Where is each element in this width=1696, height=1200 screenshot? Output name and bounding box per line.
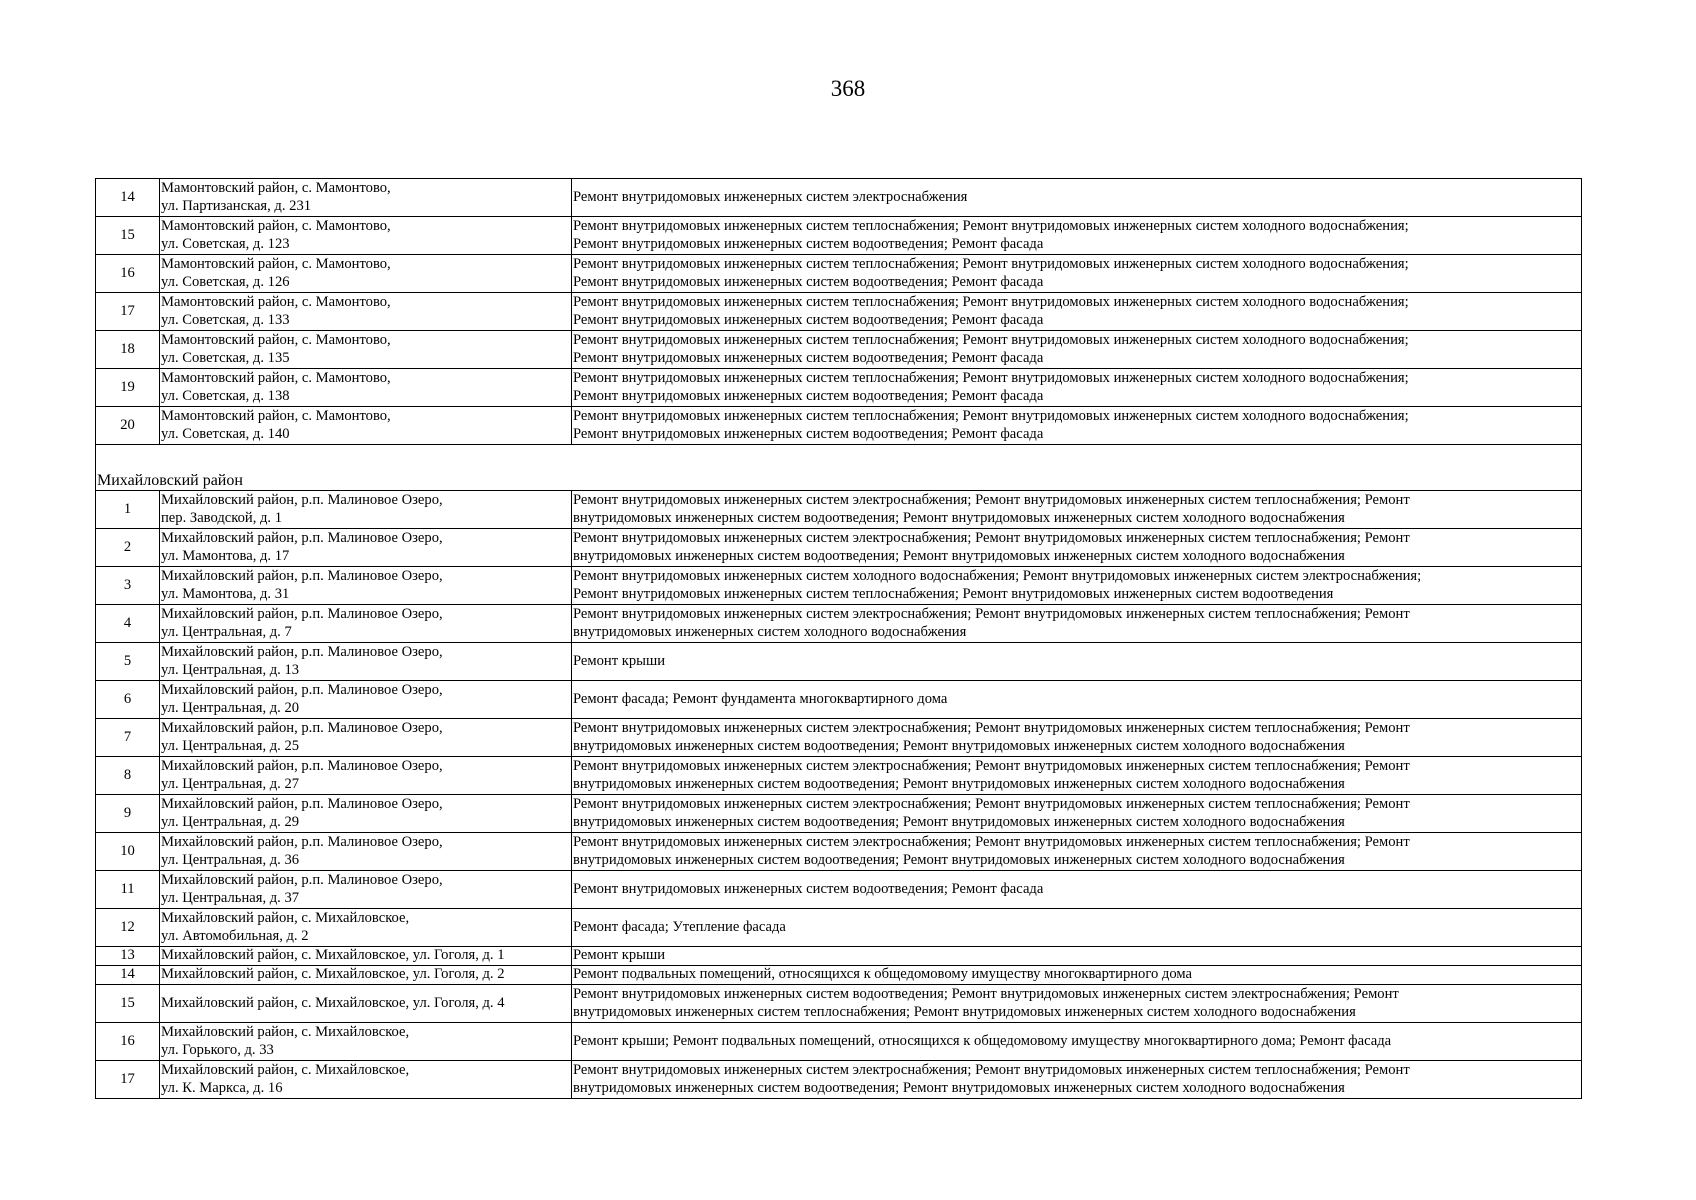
work-line: внутридомовых инженерных систем водоотведения; Ремонт внутридомовых инженерных систем холодного водоснабжения (573, 547, 1345, 564)
repair-works-table (95, 178, 1582, 1099)
table-row (96, 1061, 1582, 1099)
work-description-cell (572, 909, 1582, 947)
work-line: Ремонт внутридомовых инженерных систем электроснабжения; Ремонт внутридомовых инженерных систем теплоснабжения; Ремонт (573, 1062, 1410, 1078)
work-description-cell (572, 529, 1582, 567)
address-line: ул. Советская, д. 140 (161, 425, 290, 442)
address-cell (160, 217, 572, 255)
address-line: ул. Горького, д. 33 (161, 1041, 274, 1058)
work-description-cell (572, 643, 1582, 681)
work-line: внутридомовых инженерных систем водоотведения; Ремонт внутридомовых инженерных систем холодного водоснабжения (573, 509, 1345, 526)
work-description-cell (572, 681, 1582, 719)
work-line: Ремонт крыши; Ремонт подвальных помещений, относящихся к общедомовому имуществу многоквартирного дома; Ремонт фасада (573, 1032, 1392, 1049)
address-line: Мамонтовский район, с. Мамонтово, (161, 408, 391, 424)
table-row (96, 985, 1582, 1023)
table-row (96, 179, 1582, 217)
address-line: ул. Советская, д. 123 (161, 235, 290, 252)
address-cell (160, 605, 572, 643)
address-line: Мамонтовский район, с. Мамонтово, (161, 180, 391, 196)
table-body-group-1 (96, 179, 1582, 445)
work-description-cell (572, 985, 1582, 1023)
work-line: Ремонт внутридомовых инженерных систем водоотведения; Ремонт фасада (573, 880, 1044, 897)
section-header-row (96, 445, 1582, 491)
work-line: Ремонт внутридомовых инженерных систем водоотведения; Ремонт фасада (573, 311, 1044, 328)
work-line: Ремонт внутридомовых инженерных систем электроснабжения; Ремонт внутридомовых инженерных систем теплоснабжения; Ремонт (573, 606, 1410, 622)
row-number: 2 (96, 529, 160, 567)
work-line: Ремонт внутридомовых инженерных систем холодного водоснабжения; Ремонт внутридомовых инженерных систем электроснабжения; (573, 568, 1422, 584)
work-description-cell (572, 966, 1582, 985)
work-description-cell (572, 947, 1582, 966)
work-description-cell (572, 833, 1582, 871)
table-row (96, 833, 1582, 871)
address-cell (160, 681, 572, 719)
work-description-cell (572, 331, 1582, 369)
work-line: Ремонт внутридомовых инженерных систем теплоснабжения; Ремонт внутридомовых инженерных систем холодного водоснабжения; (573, 218, 1409, 234)
work-line: Ремонт фасада; Ремонт фундамента многоквартирного дома (573, 690, 948, 707)
work-description-cell (572, 217, 1582, 255)
table-row (96, 331, 1582, 369)
work-line: Ремонт внутридомовых инженерных систем электроснабжения; Ремонт внутридомовых инженерных систем теплоснабжения; Ремонт (573, 834, 1410, 850)
table-row (96, 947, 1582, 966)
address-cell (160, 643, 572, 681)
row-number: 6 (96, 681, 160, 719)
work-line: внутридомовых инженерных систем водоотведения; Ремонт внутридомовых инженерных систем холодного водоснабжения (573, 813, 1345, 830)
address-line: ул. Мамонтова, д. 31 (161, 585, 290, 602)
address-line: Михайловский район, с. Михайловское, (161, 910, 410, 926)
address-line: Михайловский район, р.п. Малиновое Озеро, (161, 720, 443, 736)
row-number: 14 (96, 179, 160, 217)
address-line: ул. Центральная, д. 27 (161, 775, 300, 792)
work-line: Ремонт внутридомовых инженерных систем водоотведения; Ремонт фасада (573, 349, 1044, 366)
work-description-cell (572, 179, 1582, 217)
work-line: Ремонт внутридомовых инженерных систем водоотведения; Ремонт фасада (573, 235, 1044, 252)
work-description-cell (572, 491, 1582, 529)
address-cell (160, 1061, 572, 1099)
row-number: 7 (96, 719, 160, 757)
work-line: Ремонт внутридомовых инженерных систем электроснабжения (573, 188, 968, 205)
page-number: 368 (830, 76, 866, 101)
table-row (96, 293, 1582, 331)
address-line: ул. Советская, д. 133 (161, 311, 290, 328)
address-line: Михайловский район, с. Михайловское, (161, 1062, 410, 1078)
work-line: Ремонт внутридомовых инженерных систем теплоснабжения; Ремонт внутридомовых инженерных систем холодного водоснабжения; (573, 294, 1409, 310)
address-cell (160, 567, 572, 605)
work-line: внутридомовых инженерных систем водоотведения; Ремонт внутридомовых инженерных систем холодного водоснабжения (573, 737, 1345, 754)
address-line: Мамонтовский район, с. Мамонтово, (161, 218, 391, 234)
address-line: Михайловский район, с. Михайловское, ул. Гоголя, д. 4 (161, 994, 505, 1011)
address-line: ул. Центральная, д. 29 (161, 813, 300, 830)
address-line: Мамонтовский район, с. Мамонтово, (161, 370, 391, 386)
table-body-group-2 (96, 491, 1582, 1099)
work-line: внутридомовых инженерных систем водоотведения; Ремонт внутридомовых инженерных систем холодного водоснабжения (573, 851, 1345, 868)
address-line: ул. Центральная, д. 25 (161, 737, 300, 754)
work-description-cell (572, 795, 1582, 833)
work-line: Ремонт внутридомовых инженерных систем теплоснабжения; Ремонт внутридомовых инженерных систем холодного водоснабжения; (573, 332, 1409, 348)
table-row (96, 719, 1582, 757)
row-number: 12 (96, 909, 160, 947)
row-number: 9 (96, 795, 160, 833)
address-cell (160, 966, 572, 985)
address-line: ул. Центральная, д. 37 (161, 889, 300, 906)
table-row (96, 966, 1582, 985)
work-line: Ремонт внутридомовых инженерных систем водоотведения; Ремонт фасада (573, 273, 1044, 290)
work-line: Ремонт внутридомовых инженерных систем водоотведения; Ремонт внутридомовых инженерных систем электроснабжения; Ремонт (573, 986, 1399, 1002)
row-number: 20 (96, 407, 160, 445)
address-line: Михайловский район, с. Михайловское, ул. Гоголя, д. 1 (161, 947, 505, 964)
work-line: Ремонт внутридомовых инженерных систем теплоснабжения; Ремонт внутридомовых инженерных систем холодного водоснабжения; (573, 256, 1409, 272)
table-row (96, 217, 1582, 255)
address-line: пер. Заводской, д. 1 (161, 509, 283, 526)
address-cell (160, 369, 572, 407)
work-line: Ремонт внутридомовых инженерных систем теплоснабжения; Ремонт внутридомовых инженерных систем водоотведения (573, 585, 1334, 602)
work-line: Ремонт внутридомовых инженерных систем электроснабжения; Ремонт внутридомовых инженерных систем теплоснабжения; Ремонт (573, 492, 1410, 508)
table-row (96, 255, 1582, 293)
address-cell (160, 795, 572, 833)
address-cell (160, 407, 572, 445)
row-number: 5 (96, 643, 160, 681)
address-line: Мамонтовский район, с. Мамонтово, (161, 256, 391, 272)
address-line: Михайловский район, р.п. Малиновое Озеро, (161, 530, 443, 546)
table-row (96, 605, 1582, 643)
address-line: Михайловский район, р.п. Малиновое Озеро, (161, 872, 443, 888)
work-line: Ремонт фасада; Утепление фасада (573, 918, 786, 935)
table-row (96, 567, 1582, 605)
row-number: 19 (96, 369, 160, 407)
row-number: 17 (96, 293, 160, 331)
work-description-cell (572, 1023, 1582, 1061)
address-cell (160, 757, 572, 795)
address-line: Михайловский район, р.п. Малиновое Озеро, (161, 758, 443, 774)
work-line: внутридомовых инженерных систем водоотведения; Ремонт внутридомовых инженерных систем холодного водоснабжения (573, 775, 1345, 792)
address-line: ул. Центральная, д. 13 (161, 661, 300, 678)
section-title: Михайловский район (96, 445, 1582, 491)
address-line: Михайловский район, с. Михайловское, (161, 1024, 410, 1040)
work-line: внутридомовых инженерных систем водоотведения; Ремонт внутридомовых инженерных систем холодного водоснабжения (573, 1079, 1345, 1096)
row-number: 15 (96, 217, 160, 255)
address-line: ул. К. Маркса, д. 16 (161, 1079, 283, 1096)
work-line: Ремонт подвальных помещений, относящихся к общедомовому имуществу многоквартирного дома (573, 966, 1192, 983)
work-description-cell (572, 1061, 1582, 1099)
work-description-cell (572, 369, 1582, 407)
work-line: внутридомовых инженерных систем холодного водоснабжения (573, 623, 967, 640)
row-number: 8 (96, 757, 160, 795)
address-line: ул. Мамонтова, д. 17 (161, 547, 290, 564)
address-cell (160, 529, 572, 567)
work-line: Ремонт внутридомовых инженерных систем водоотведения; Ремонт фасада (573, 387, 1044, 404)
table-row (96, 757, 1582, 795)
address-line: ул. Центральная, д. 20 (161, 699, 300, 716)
row-number: 17 (96, 1061, 160, 1099)
address-cell (160, 179, 572, 217)
work-line: Ремонт внутридомовых инженерных систем электроснабжения; Ремонт внутридомовых инженерных систем теплоснабжения; Ремонт (573, 530, 1410, 546)
address-cell (160, 909, 572, 947)
section-header-body (96, 445, 1582, 491)
table-row (96, 491, 1582, 529)
table-row (96, 1023, 1582, 1061)
address-cell (160, 833, 572, 871)
table-row (96, 369, 1582, 407)
work-description-cell (572, 407, 1582, 445)
address-cell (160, 491, 572, 529)
address-cell (160, 719, 572, 757)
row-number: 15 (96, 985, 160, 1023)
table-row (96, 871, 1582, 909)
row-number: 11 (96, 871, 160, 909)
work-description-cell (572, 871, 1582, 909)
address-cell (160, 947, 572, 966)
address-line: Мамонтовский район, с. Мамонтово, (161, 332, 391, 348)
address-line: ул. Советская, д. 138 (161, 387, 290, 404)
address-cell (160, 1023, 572, 1061)
work-description-cell (572, 255, 1582, 293)
address-line: Михайловский район, р.п. Малиновое Озеро, (161, 492, 443, 508)
work-description-cell (572, 567, 1582, 605)
work-description-cell (572, 293, 1582, 331)
table-row (96, 681, 1582, 719)
row-number: 16 (96, 1023, 160, 1061)
row-number: 4 (96, 605, 160, 643)
address-line: Михайловский район, с. Михайловское, ул. Гоголя, д. 2 (161, 966, 505, 983)
address-line: Михайловский район, р.п. Малиновое Озеро, (161, 644, 443, 660)
work-line: Ремонт внутридомовых инженерных систем электроснабжения; Ремонт внутридомовых инженерных систем теплоснабжения; Ремонт (573, 720, 1410, 736)
address-cell (160, 255, 572, 293)
address-line: ул. Автомобильная, д. 2 (161, 927, 309, 944)
row-number: 3 (96, 567, 160, 605)
address-line: Михайловский район, р.п. Малиновое Озеро, (161, 568, 443, 584)
table-row (96, 407, 1582, 445)
work-line: Ремонт крыши (573, 947, 666, 964)
row-number: 18 (96, 331, 160, 369)
work-description-cell (572, 719, 1582, 757)
row-number: 14 (96, 966, 160, 985)
table-row (96, 909, 1582, 947)
address-cell (160, 985, 572, 1023)
address-line: Михайловский район, р.п. Малиновое Озеро, (161, 834, 443, 850)
work-line: внутридомовых инженерных систем теплоснабжения; Ремонт внутридомовых инженерных систем холодного водоснабжения (573, 1003, 1356, 1020)
address-line: Михайловский район, р.п. Малиновое Озеро, (161, 606, 443, 622)
address-cell (160, 293, 572, 331)
address-line: Михайловский район, р.п. Малиновое Озеро, (161, 796, 443, 812)
work-description-cell (572, 605, 1582, 643)
table-row (96, 643, 1582, 681)
address-line: ул. Центральная, д. 7 (161, 623, 292, 640)
row-number: 13 (96, 947, 160, 966)
address-line: ул. Партизанская, д. 231 (161, 197, 312, 214)
work-line: Ремонт внутридомовых инженерных систем теплоснабжения; Ремонт внутридомовых инженерных систем холодного водоснабжения; (573, 370, 1409, 386)
work-description-cell (572, 757, 1582, 795)
work-line: Ремонт крыши (573, 652, 666, 669)
address-line: ул. Центральная, д. 36 (161, 851, 300, 868)
work-line: Ремонт внутридомовых инженерных систем водоотведения; Ремонт фасада (573, 425, 1044, 442)
table-row (96, 529, 1582, 567)
address-cell (160, 871, 572, 909)
row-number: 16 (96, 255, 160, 293)
address-line: ул. Советская, д. 135 (161, 349, 290, 366)
address-line: ул. Советская, д. 126 (161, 273, 290, 290)
table-row (96, 795, 1582, 833)
address-cell (160, 331, 572, 369)
work-line: Ремонт внутридомовых инженерных систем теплоснабжения; Ремонт внутридомовых инженерных систем холодного водоснабжения; (573, 408, 1409, 424)
work-line: Ремонт внутридомовых инженерных систем электроснабжения; Ремонт внутридомовых инженерных систем теплоснабжения; Ремонт (573, 758, 1410, 774)
row-number: 10 (96, 833, 160, 871)
address-line: Михайловский район, р.п. Малиновое Озеро, (161, 682, 443, 698)
address-line: Мамонтовский район, с. Мамонтово, (161, 294, 391, 310)
row-number: 1 (96, 491, 160, 529)
work-line: Ремонт внутридомовых инженерных систем электроснабжения; Ремонт внутридомовых инженерных систем теплоснабжения; Ремонт (573, 796, 1410, 812)
